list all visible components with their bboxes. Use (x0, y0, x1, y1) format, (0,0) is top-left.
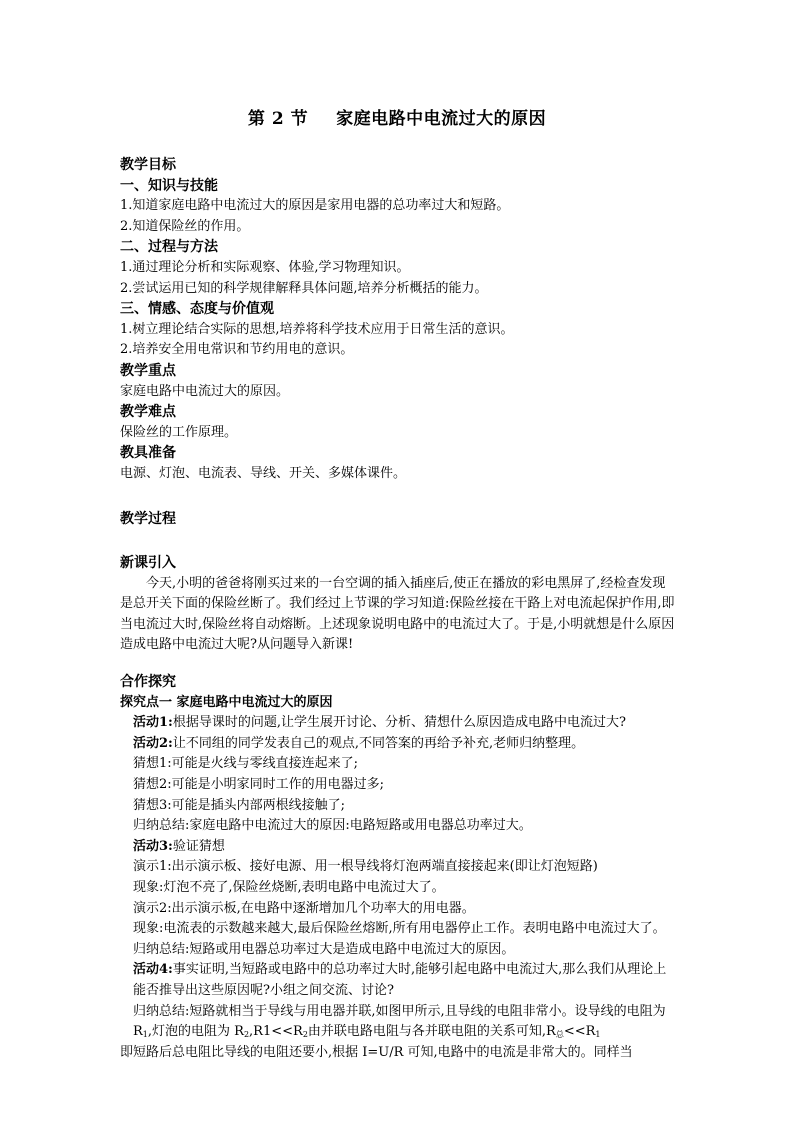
subscript-1: 1 (142, 1030, 148, 1040)
summary-2: 归纳总结:短路或用电器总功率过大是造成电路中电流过大的原因。 (133, 941, 515, 957)
explore-point-label: 探究点一 (120, 694, 173, 710)
process-method-heading: 二、过程与方法 (120, 239, 218, 256)
objectives-heading: 教学目标 (120, 157, 176, 173)
summary-3-part-c: ,R1<<R (249, 1024, 303, 1040)
activity-4-text: 事实证明,当短路或电路中的总功率过大时,能够引起电路中电流过大,那么我们从理论上能否推导出这些原因呢?小组之间交流、讨论? (133, 962, 667, 998)
subscript-2: 2 (243, 1030, 250, 1040)
difficulty-heading: 教学难点 (120, 404, 176, 421)
demo-2: 演示2:出示演示板,在电路中逐渐增加几个功率大的用电器。 (133, 900, 475, 916)
activity-1-text: 根据导课时的问题,让学生展开讨论、分析、猜想什么原因造成电路中电流过大? (172, 715, 626, 731)
summary-3 (120, 1002, 676, 1043)
summary-3-continued: 即短路后总电阻比导线的电阻还要小,根据 I=U/R 可知,电路中的电流是非常大的。同样当 (120, 1044, 633, 1060)
key-point-text: 家庭电路中电流过大的原因。 (120, 383, 290, 399)
activity-3 (120, 837, 676, 858)
document-body (120, 155, 676, 1063)
activity-3-label: 活动3: (133, 838, 173, 854)
activity-1-label: 活动1: (133, 715, 173, 731)
teaching-process-heading: 教学过程 (120, 510, 176, 527)
difficulty-text: 保险丝的工作原理。 (120, 424, 238, 440)
emotion-heading: 三、情感、态度与价值观 (120, 301, 274, 318)
guess-2: 猜想2:可能是小明家同时工作的用电器过多; (133, 777, 385, 793)
knowledge-item-2: 2.知道保险丝的作用。 (120, 218, 250, 234)
process-item-2: 2.尝试运用已知的科学规律解释具体问题,培养分析概括的能力。 (120, 280, 488, 296)
section-number: 第 2 节 (247, 109, 309, 129)
summary-1: 归纳总结:家庭电路中电流过大的原因:电路短路或用电器总功率过大。 (133, 818, 532, 834)
explore-heading: 合作探究 (120, 674, 176, 691)
emotion-item-1: 1.树立理论结合实际的思想,培养将科学技术应用于日常生活的意识。 (120, 321, 514, 337)
summary-3-part-a: 归纳总结:短路就相当于导线与用电器并联,如图甲所示,且导线的电阻非常小。设导线的电阻为 R (133, 1003, 666, 1040)
intro-heading: 新课引入 (120, 555, 176, 572)
tools-text: 电源、灯泡、电流表、导线、开关、多媒体课件。 (120, 465, 407, 481)
activity-2 (120, 734, 676, 755)
section-name: 家庭电路中电流过大的原因 (336, 109, 547, 129)
activity-2-label: 活动2: (133, 735, 173, 751)
subscript-2b: 2 (302, 1030, 308, 1040)
explore-point-title (120, 693, 676, 714)
page-title (0, 104, 794, 129)
summary-3-part-b: ,灯泡的电阻为 R (147, 1024, 244, 1040)
tools-heading: 教具准备 (120, 445, 176, 462)
observation-2: 现象:电流表的示数越来越大,最后保险丝熔断,所有用电器停止工作。表明电路中电流过大了。 (133, 921, 666, 937)
guess-3: 猜想3:可能是插头内部两根线接触了; (133, 797, 346, 813)
summary-3-part-d: 由并联电路电阻与各并联电阻的关系可知,R (307, 1024, 556, 1040)
knowledge-heading: 一、知识与技能 (120, 177, 218, 194)
activity-2-text: 让不同组的同学发表自己的观点,不同答案的再给予补充,老师归纳整理。 (172, 735, 585, 751)
intro-paragraph: 今天,小明的爸爸将刚买过来的一台空调的插入插座后,使正在播放的彩电黑屏了,经检查发现是总开关下面的保险丝断了。我们经过上节课的学习知道:保险丝接在干路上对电流起保护作用,即当电流过大时,保险丝将自动熔断。上述现象说明电路中的电流过大了。于是,小明就想是什么原因造成电路中电流过大呢?从问题导入新课! (120, 575, 675, 653)
process-item-1: 1.通过理论分析和实际观察、体验,学习物理知识。 (120, 259, 410, 275)
activity-4-label: 活动4: (133, 962, 173, 978)
key-point-heading: 教学重点 (120, 362, 176, 379)
subscript-1b: 1 (595, 1030, 601, 1040)
explore-point-name: 家庭电路中电流过大的原因 (176, 694, 333, 710)
demo-1: 演示1:出示演示板、接好电源、用一根导线将灯泡两端直接接起来(即让灯泡短路) (133, 859, 598, 875)
activity-3-text: 验证猜想 (172, 838, 225, 854)
knowledge-item-1: 1.知道家庭电路中电流过大的原因是家用电器的总功率过大和短路。 (120, 198, 510, 214)
activity-1 (120, 713, 676, 734)
summary-3-part-e: <<R (563, 1024, 596, 1040)
observation-1: 现象:灯泡不亮了,保险丝烧断,表明电路中电流过大了。 (133, 880, 445, 895)
guess-1: 猜想1:可能是火线与零线直接连起来了; (133, 756, 359, 772)
activity-4 (120, 960, 676, 1001)
emotion-item-2: 2.培养安全用电常识和节约用电的意识。 (120, 342, 354, 358)
subscript-total: 总 (555, 1030, 564, 1040)
